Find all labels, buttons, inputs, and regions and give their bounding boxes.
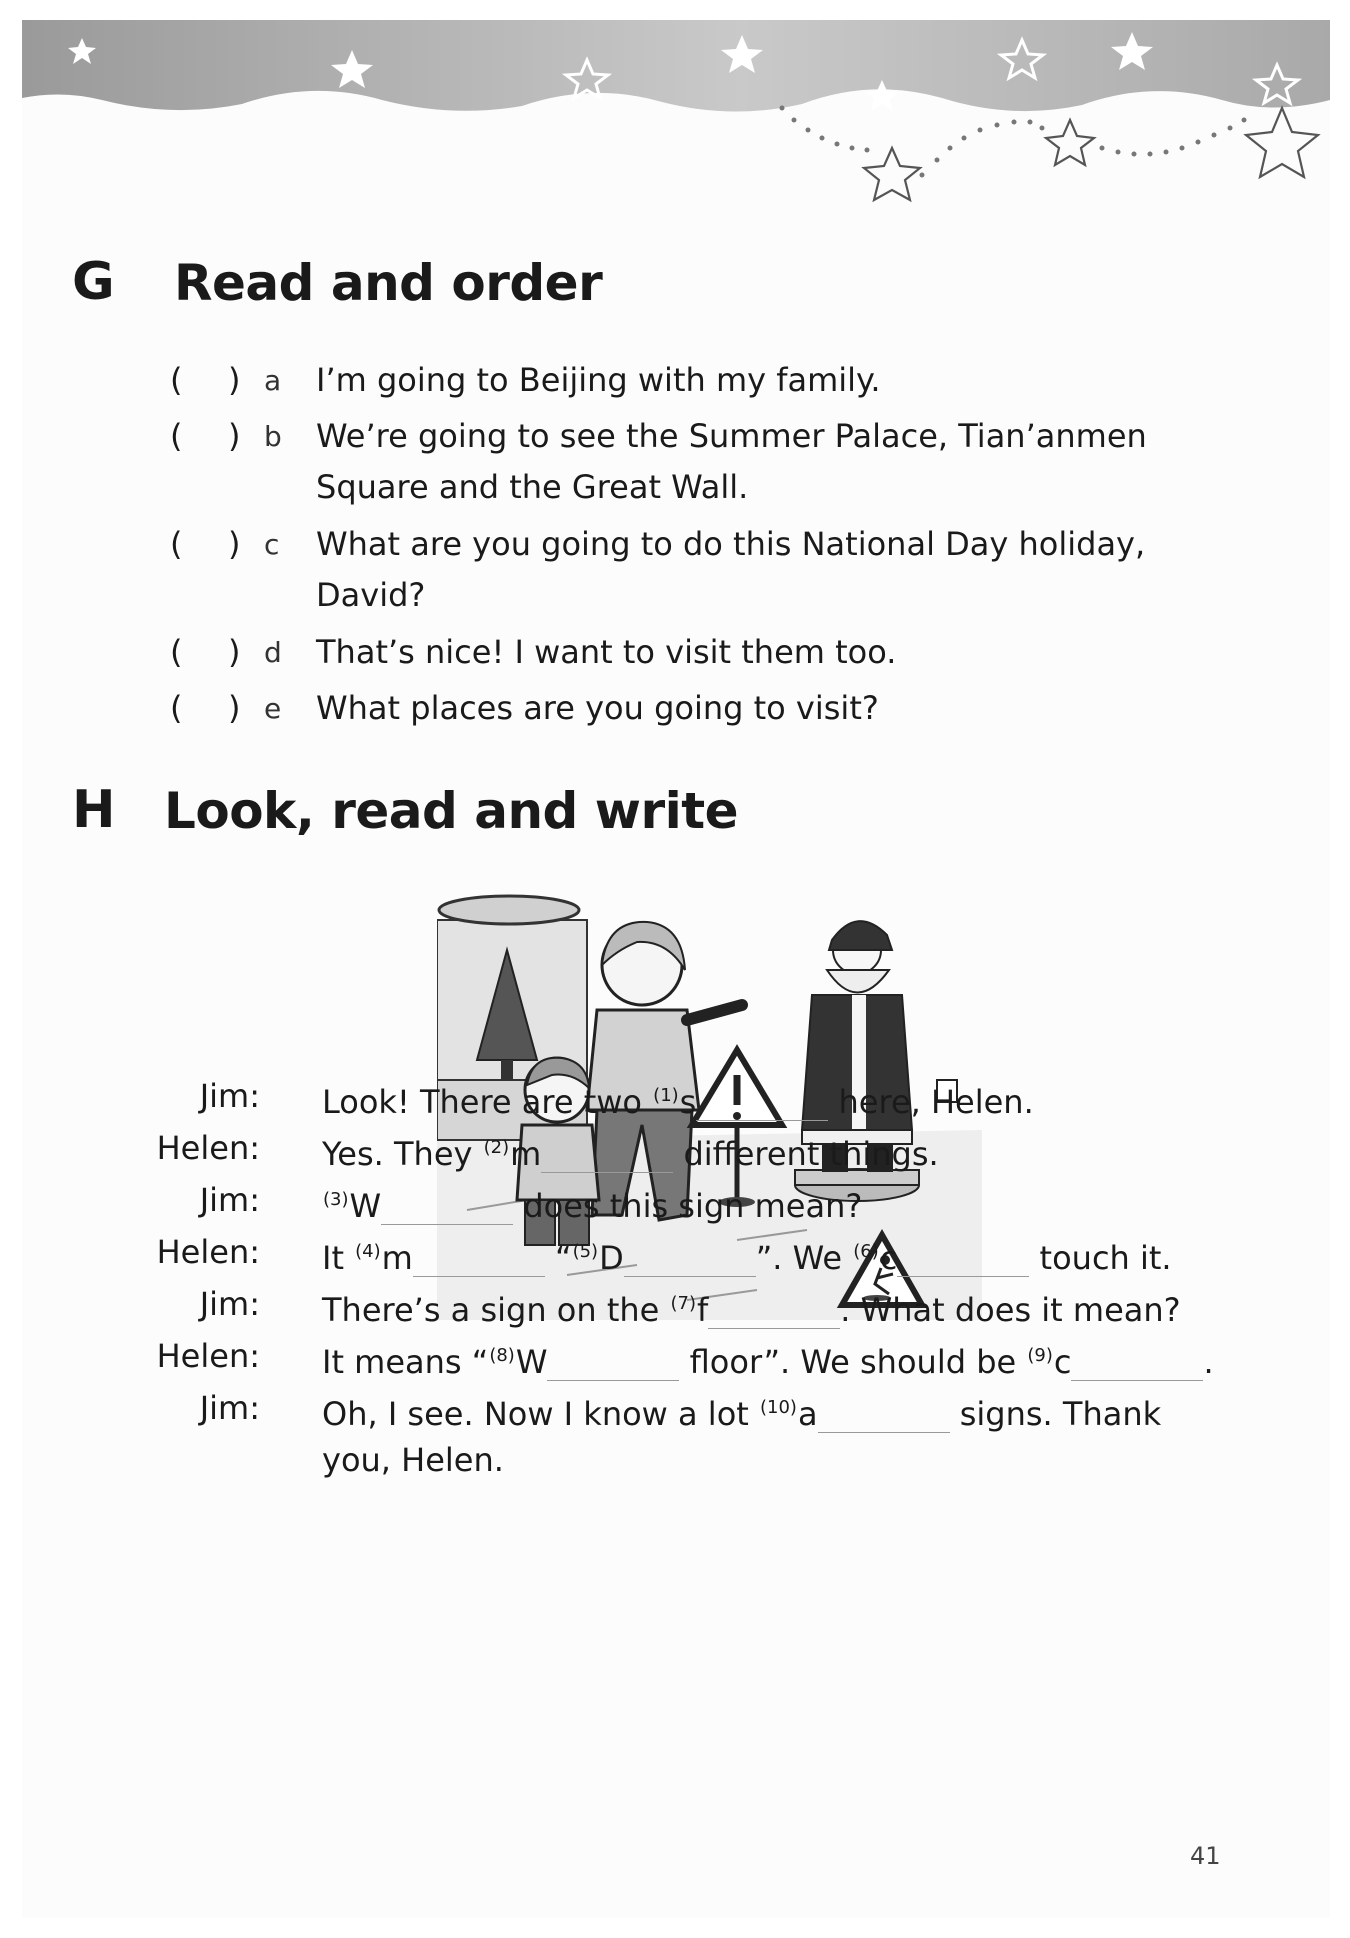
blank-initial: W <box>515 1343 548 1381</box>
option-letter: d <box>264 636 282 669</box>
blank-number: (10) <box>759 1397 797 1418</box>
order-item-e <box>170 683 1270 734</box>
dialogue-text: It means “$^{(8)}$W floor”. We should be $^{(9)}$c . <box>322 1343 1214 1381</box>
page-number: 41 <box>1190 1842 1221 1870</box>
dialogue-line-6 <box>122 1330 1272 1382</box>
option-line: I’m going to Beijing with my family. <box>316 361 881 399</box>
blank-initial: f <box>697 1291 709 1329</box>
dialogue-text: Yes. They $^{(2)}$m different things. <box>322 1135 939 1173</box>
order-item-b <box>170 411 1270 513</box>
answer-paren-close: ) <box>228 525 241 563</box>
answer-blank-7[interactable] <box>708 1292 840 1329</box>
answer-paren-close: ) <box>228 689 241 727</box>
answer-blank-2[interactable] <box>541 1136 673 1173</box>
blank-initial: c <box>879 1239 898 1277</box>
answer-paren-close: ) <box>228 361 241 399</box>
dialogue-line-5 <box>122 1278 1272 1330</box>
option-letter: c <box>264 528 280 561</box>
dialogue-text: Oh, I see. Now I know a lot $^{(10)}$a signs. Thank <box>322 1395 1162 1433</box>
section-h-letter: H <box>72 780 116 840</box>
answer-paren-open: ( <box>170 689 183 727</box>
option-line: That’s nice! I want to visit them too. <box>316 633 897 671</box>
blank-number: (4) <box>355 1241 381 1262</box>
answer-blank-4[interactable] <box>413 1240 545 1277</box>
workbook-page <box>22 20 1330 1918</box>
option-letter: a <box>264 364 282 397</box>
answer-paren-open: ( <box>170 525 183 563</box>
option-line: We’re going to see the Summer Palace, Tian’anmen <box>316 417 1147 455</box>
dialogue-line-4 <box>122 1226 1272 1278</box>
blank-initial: m <box>381 1239 413 1277</box>
order-item-d <box>170 627 1270 678</box>
option-letter: b <box>264 420 282 453</box>
dialogue-line-3 <box>122 1174 1272 1226</box>
option-text <box>316 683 1186 734</box>
speaker: Jim: <box>199 1285 260 1323</box>
blank-initial: s <box>679 1083 697 1121</box>
option-text <box>316 411 1186 513</box>
answer-blank-9[interactable] <box>1071 1344 1203 1381</box>
option-letter: e <box>264 692 282 725</box>
speaker: Helen: <box>156 1233 260 1271</box>
answer-blank-8[interactable] <box>547 1344 679 1381</box>
option-line: Square and the Great Wall. <box>316 468 749 506</box>
speaker: Helen: <box>156 1337 260 1375</box>
blank-number: (6) <box>853 1241 879 1262</box>
section-h-title: Look, read and write <box>164 782 739 840</box>
option-line: What are you going to do this National Day holiday, <box>316 525 1146 563</box>
answer-blank-3[interactable] <box>381 1188 513 1225</box>
option-line: What places are you going to visit? <box>316 689 879 727</box>
option-text <box>316 519 1186 621</box>
speaker: Jim: <box>199 1181 260 1219</box>
speaker: Jim: <box>199 1077 260 1115</box>
blank-number: (9) <box>1027 1345 1053 1366</box>
dialogue-line-2 <box>122 1122 1272 1174</box>
answer-blank-1[interactable] <box>696 1084 828 1121</box>
answer-paren-close: ) <box>228 633 241 671</box>
answer-paren-open: ( <box>170 361 183 399</box>
star-outline-icon <box>1246 108 1318 177</box>
blank-initial: a <box>797 1395 818 1433</box>
blank-number: (2) <box>483 1137 510 1158</box>
order-item-a <box>170 355 1270 406</box>
dialogue-text: $^{(3)}$W does this sign mean? <box>323 1187 863 1225</box>
option-line: David? <box>316 576 426 614</box>
option-text <box>316 627 1186 678</box>
order-item-c <box>170 519 1270 621</box>
blank-number: (3) <box>323 1189 349 1210</box>
answer-blank-6[interactable] <box>897 1240 1029 1277</box>
answer-paren-close: ) <box>228 417 241 455</box>
dialogue-text: you, Helen. <box>322 1441 504 1479</box>
dialogue-line-7 <box>122 1382 1272 1434</box>
blank-number: (5) <box>572 1241 599 1262</box>
answer-paren-open: ( <box>170 633 183 671</box>
blank-initial: m <box>510 1135 542 1173</box>
dialogue-line-1 <box>122 1070 1272 1122</box>
section-g-letter: G <box>72 252 115 312</box>
answer-blank-5[interactable] <box>624 1240 756 1277</box>
blank-initial: W <box>349 1187 382 1225</box>
blank-initial: c <box>1053 1343 1072 1381</box>
answer-paren-open: ( <box>170 417 183 455</box>
option-text <box>316 355 1186 406</box>
star-banner <box>22 20 1330 230</box>
blank-number: (7) <box>670 1293 696 1314</box>
dialogue-text: There’s a sign on the $^{(7)}$f . What does it mean? <box>322 1291 1181 1329</box>
speaker: Jim: <box>199 1389 260 1427</box>
speaker: Helen: <box>156 1129 260 1167</box>
star-outline-icon <box>1046 120 1094 165</box>
blank-initial: D <box>599 1239 624 1277</box>
dialogue-text: Look! There are two $^{(1)}$s here, Helen. <box>322 1083 1034 1121</box>
blank-number: (8) <box>489 1345 515 1366</box>
dialogue-text: It $^{(4)}$m “$^{(5)}$D ”. We $^{(6)}$c touch it. <box>322 1239 1172 1277</box>
blank-number: (1) <box>653 1085 679 1106</box>
answer-blank-10[interactable] <box>818 1396 950 1433</box>
star-outline-icon <box>864 148 920 200</box>
section-g-title: Read and order <box>174 254 603 312</box>
dialogue-line-8 <box>122 1434 1272 1486</box>
